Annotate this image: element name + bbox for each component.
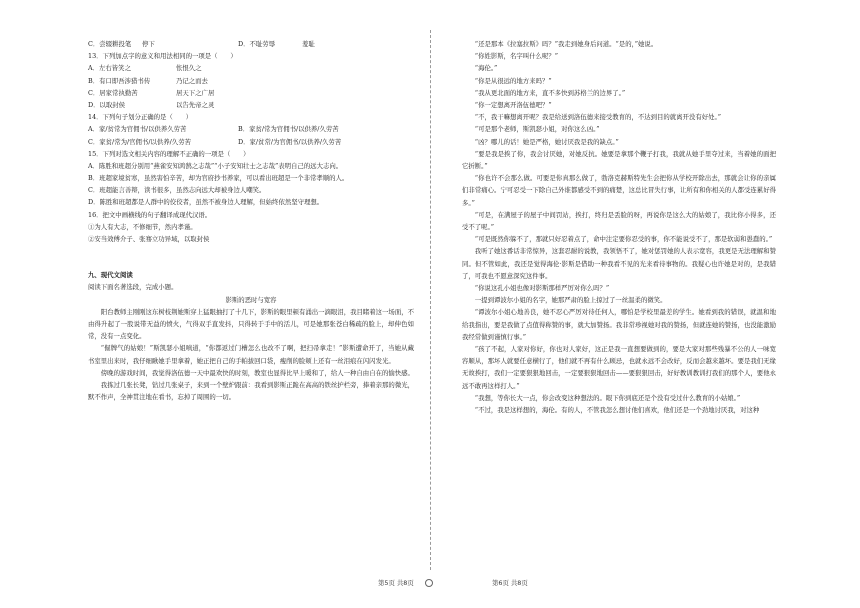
q15-option-b: B．班超家境贫寒，虽然害怕辛苦，却为官府抄书养家，可以看出班超是一个非常孝顺的人。 [88,174,349,183]
q12-options-row [88,38,414,50]
dialogue-line: “不过，我是这样想的，海伦。有的人，不管我怎么想讨他们喜欢，他们还是一个劲地讨厌我，对这种 [474,406,760,415]
q14-options-ab: A．家/贫常为官佣书/以供养久劳苦 B．家贫/常为官佣书/以供养/久劳苦 [88,125,339,134]
q13-option-d: D．以取封侯 以告先帝之灵 [88,100,215,109]
dialogue-line: “你说这孔小姐也像对影斯那样严厉对你么吗？” [474,284,610,293]
q13-stem: 13．下列加点字的意义和用法相同的一项是（ ） [88,52,237,61]
dialogue-line: “你姓影斯，名字叫什么呢？” [474,52,559,61]
left-column [88,38,414,403]
page-footer [0,578,860,590]
article-para-4: 我拣过几张长凳，钻过几张桌子，来到一个壁炉跟前：我看到影斯正跪在高高的铁丝护栏旁，捧着亲那的微光，默不作声，全神贯注地在看书，忘掉了周围的一切。 [88,380,414,402]
dialogue-line: “你是从很远的地方来吗？” [474,76,552,85]
article-para-2: “倔牌气的姑娘！”斯凯瑟小姐嗔道，“你都返过门槽怎么也改不了啊，把扫帚拿走！”影斯遭命开了，当她从藏书室里出来时，我仔细瞅她手里拿着，她正把自己的手帕拔回口袋，瘦削的脸颊上还有一丝泪痕在闪闪发光。 [88,344,414,365]
q13-option-c: C．居家常执勤苦 居天下之广居 [88,88,215,97]
dialogue-line: “可是那个老师，斯凯瑟小姐，对你这么凶。” [474,125,600,134]
q14-options-cd: C．家贫/常为/官佣书/以供养/久劳苦 D．家/贫常/为官佣书/以供养/久劳苦 [88,137,342,146]
section-title: 九、现代文阅读 [88,271,133,280]
q15-option-c: C．班超能言善辩，读书很多，虽然志向远大却被身边人嘲笑。 [88,186,266,195]
dialogue-line: “谭波尔小姐心地善良，她不忍心严厉对待任何人，哪怕是学校里最差的学生。她看到我的错误，就温和地给我指出，要是我做了点值得称赞的事，就大加赞扬。我非常珍视她对我的赞扬，但就连她的赞扬，也没能激励我经常做到谨慎行事。” [462,308,776,341]
q13-option-a: A．左右皆笑之 怅恨久之 [88,64,202,73]
q12-option-d: D．不耻劳辱 [238,40,276,48]
right-page [430,0,860,608]
q12-option-c: C．尝辍耕投笔 [88,40,132,48]
q16-stem: 16．把文中画横线的句子翻译成现代汉语。 [88,210,212,219]
article-para-3: 傍晚的游戏时间，我觉得洛伍德一天中最欢快的时刻，教室也显得比早上暖和了，给人一种自由自在的愉快感。 [100,368,414,377]
dialogue-line: “孩了不起，人家对你好，你也对人家好，这正是我一直想要做到的，要是大家对那些残暴不公的人一味宽容顺从，那坏人就要任意横行了，他们就不再有什么顾忌，也就永远不会改好，反而会越来越坏。要是我们无缘无故挨打，我们一定要狠狠地回击，一定要狠狠地回击——要狠狠回击，好好教训教训打我们的那个人，要他永远不敢再这样打人。” [462,345,776,390]
narration-line: 一提到谭波尔小姐的名字，她那严肃的脸上掠过了一丝温柔的微笑。 [474,296,667,305]
q12-option-d-meaning: 羞耻 [302,40,315,48]
article-title: 影斯的恶时与宽容 [225,295,277,304]
dialogue-line: “你也许不会那么做。可要是你真那么做了，勃洛克赫斯特先生会把你从学校开除出去，那就会让你的亲属们非常痛心。宁可忍受一下除自己外谁都感受不到的痛楚，这总比冒失行事，让所有和你相关的人都受连累好得多。” [462,174,776,207]
dialogue-line: “可是，在满屋子的屋子中间罚站，挨打，终归是丢脸的呀，再说你是这么大的姑娘了，我比你小得多，还受不了呢。” [462,210,776,232]
dialogue-line: “凶？哪儿的话！她是严格，她讨厌我是我的缺点。” [474,137,619,146]
dialogue-line: “不，我干嘛想离开呢？我是给送到洛伍德来接受教育的，不达到目的就离开没有好处。” [474,113,721,122]
left-page-number: 第5页 共8页 [378,579,414,587]
q14-stem: 14．下列句子划分正确的是（ ） [88,113,192,122]
q12-option-c-meaning: 停下 [142,40,155,48]
binding-circle-icon [425,579,433,587]
dialogue-line: “我从更北面的地方来，直不多快到苏格兰的边界了。” [474,88,626,97]
dialogue-line: “你一定想离开洛伍德吧？” [474,101,552,110]
section-intro: 阅读下面名著选段，完成小题。 [88,283,178,292]
article-para-1: 阳台教师主刚刚这东树枝荆她斯穿上猛眼抽打了十几下，影斯的眼里顿有涌出一滴眼泪，我目睹着这一场面，不由得升起了一股说带无益的愤火，气得双手直发抖，只得转于手中的活儿，可是她那张苍白稀疏的脸上，却伸色如常，没有一点变化。 [88,307,414,341]
q15-option-a: A．陈胜和班超分别用“燕雀安知鸿鹄之志哉”“小子安知壮士之志哉”表明自己的远大志向。 [88,161,343,170]
right-page-number: 第6页 共8页 [492,579,528,587]
dialogue-line: “要是我是挨了你，我会讨厌她，对她反抗。她要是拿那个鞭子打我，我就从她手里夺过来，当着她的面把它折断。” [462,149,776,171]
dialogue-line: “海伦。” [474,64,498,73]
q16-item-2: ②安当效傅介子、张骞立功异域，以取封侯 [88,235,210,243]
right-column [462,38,776,416]
q13-option-b: B．有口即吾涉猎书传 乃记之而去 [88,76,208,85]
dialogue-line: “我想，等你长大一点，你会改变这种想法的。眼下你到底还是个没有受过什么教育的小姑娘。” [474,393,741,402]
dialogue-line: “可是既然你躲不了，那就只好忍着点了，命中注定要你忍受的事，你不能说受不了，那是软弱和愚蠢的。” [474,235,773,244]
narration-para: 我听了她这番话非常惊异，这套忍耐的说教，我领悟不了，她对惩罚她的人表示宽容，我更是无法理解和赞同。但不管如此，我还是觉得海伦·影斯是借助一种我看不见的光来看待事物的。我疑心也许她是对的，是我错了，可我也不愿意深究这件事。 [462,247,776,280]
q16-item-1: ①为人有大志，不修细节，然内孝谨。 [88,222,197,231]
q15-stem: 15．下列对选文相关内容的理解不正确的一项是（ ） [88,149,250,158]
dialogue-line: “还是那本《拉塞拉斯》吗？”我走到她身后问道。“是的，”她说。 [474,40,658,48]
q15-option-d: D．陈胜和班超都是人群中的佼佼者，虽然不被身边人理解，但始终依然坚守理想。 [88,198,324,207]
